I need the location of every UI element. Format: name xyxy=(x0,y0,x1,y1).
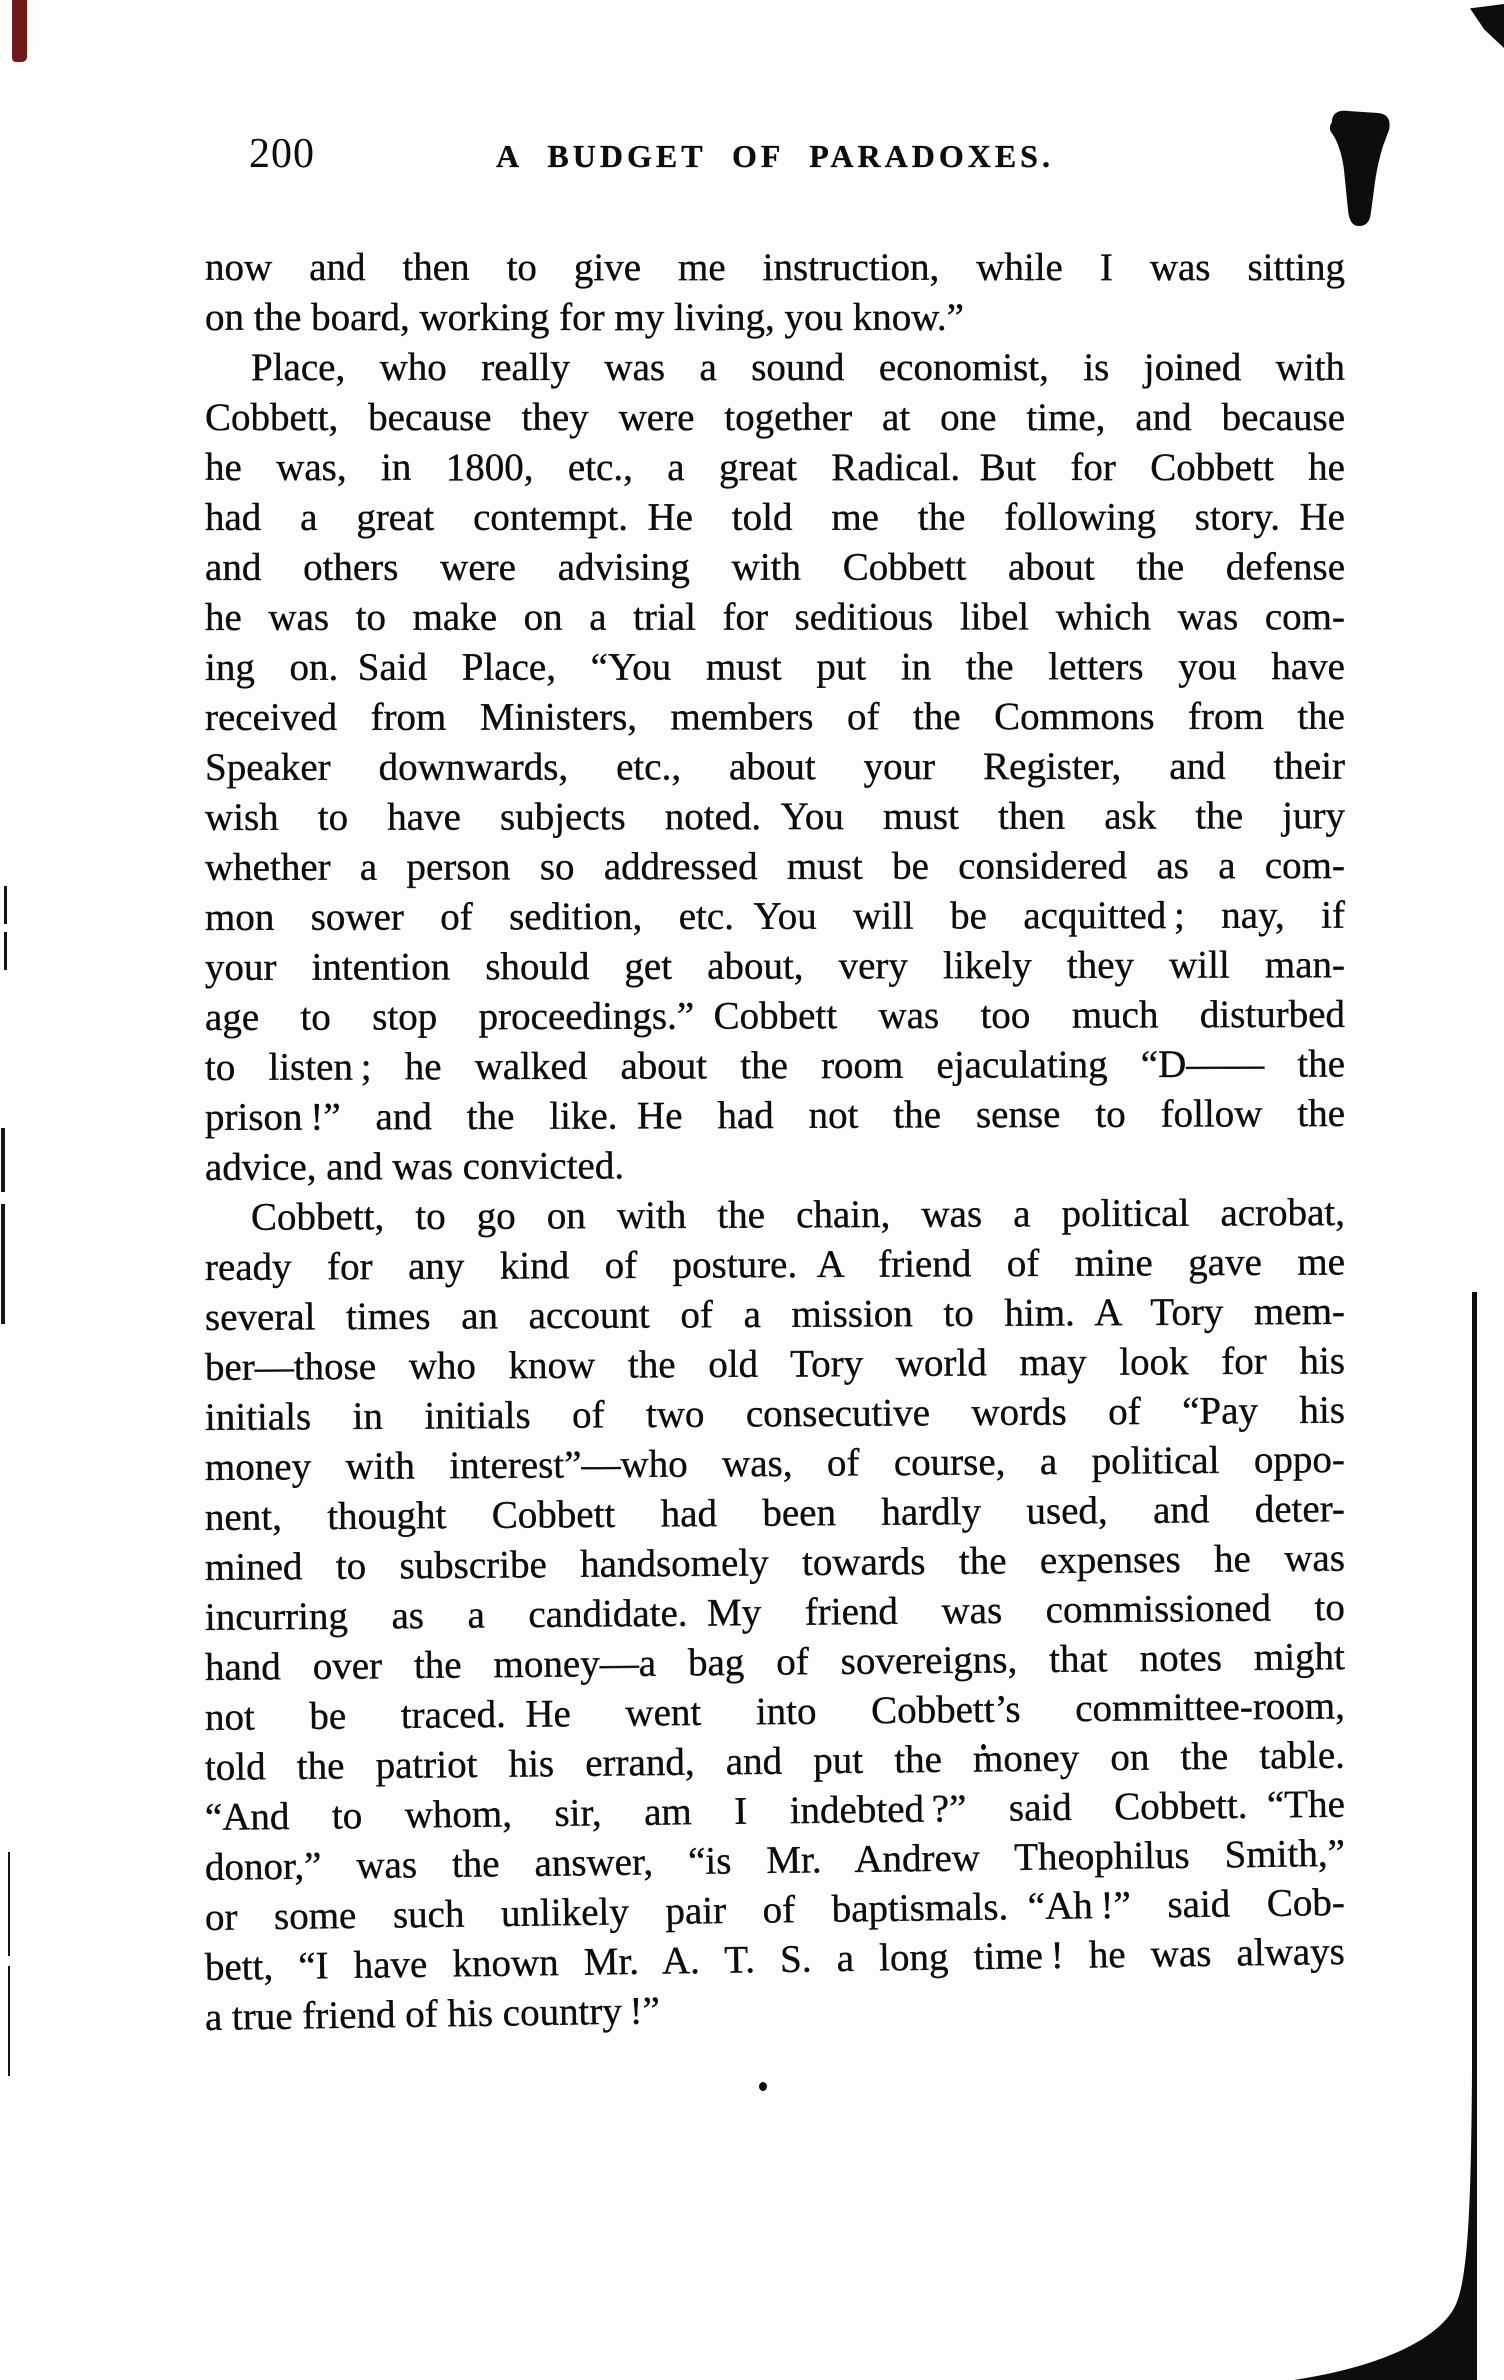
text-block xyxy=(205,243,1345,2043)
text-line: mon sower of sedition, etc. You will be acquitted ; nay, if xyxy=(204,893,1346,939)
text-line: incurring as a candidate. My friend was commissioned to xyxy=(204,1585,1346,1639)
corner-tear-artifact xyxy=(1470,4,1504,48)
margin-mark-artifact xyxy=(1,1128,5,1192)
text-line: ing on. Said Place, “You must put in the letters you have xyxy=(204,645,1346,689)
margin-mark-artifact xyxy=(8,1852,10,1956)
text-line: had a great contempt. He told me the following story. He xyxy=(204,495,1346,539)
text-line: advice, and was convicted. xyxy=(204,1144,625,1189)
text-line: told the patriot his errand, and put the money on the table. xyxy=(204,1733,1346,1789)
text-line: bett, “I have known Mr. A. T. S. a long time ! he was always xyxy=(204,1930,1346,1989)
paragraph xyxy=(205,243,1345,343)
text-line: several times an account of a mission to him. A Tory mem- xyxy=(204,1289,1346,1339)
text-line: and others were advising with Cobbett about the defense xyxy=(204,545,1346,589)
text-line: Speaker downwards, etc., about your Register, and their xyxy=(204,744,1346,789)
text-line: he was to make on a trial for seditious libel which was com- xyxy=(204,595,1346,639)
text-line: your intention should get about, very likely they will man- xyxy=(204,943,1346,989)
page-number: 200 xyxy=(249,131,315,177)
text-line: money with interest”—who was, of course, a political oppo- xyxy=(204,1438,1346,1489)
text-line: age to stop proceedings.” Cobbett was too much disturbed xyxy=(204,992,1346,1039)
text-line: initials in initials of two consecutive words of “Pay his xyxy=(204,1388,1346,1439)
text-line: Cobbett, to go on with the chain, was a political acrobat, xyxy=(250,1191,1346,1239)
red-ink-stamp-artifact xyxy=(12,0,27,62)
paragraph xyxy=(205,1193,1345,2043)
text-line: Cobbett, because they were together at one time, and because xyxy=(204,395,1346,439)
text-line: donor,” was the answer, “is Mr. Andrew Theophilus Smith,” xyxy=(204,1831,1346,1889)
text-line: now and then to give me instruction, while I was sitting xyxy=(205,246,1345,289)
text-line: “And to whom, sir, am I indebted ?” said Cobbett. “The xyxy=(204,1782,1346,1839)
paragraph xyxy=(205,343,1345,1193)
running-title: A BUDGET OF PARADOXES. xyxy=(496,138,1054,174)
text-line: mined to subscribe handsomely towards the expenses he was xyxy=(204,1536,1346,1589)
text-line: a true friend of his country !” xyxy=(204,1989,661,2039)
margin-mark-artifact xyxy=(1,1204,5,1324)
margin-mark-artifact xyxy=(8,1966,10,2076)
text-line: on the board, working for my living, you know.” xyxy=(204,295,964,339)
margin-mark-artifact xyxy=(4,932,7,970)
text-line: ready for any kind of posture. A friend of mine gave me xyxy=(204,1240,1346,1289)
text-line: hand over the money—a bag of sovereigns, that notes might xyxy=(204,1635,1346,1689)
text-line: received from Ministers, members of the Commons from the xyxy=(204,694,1346,739)
text-line: he was, in 1800, etc., a great Radical. But for Cobbett he xyxy=(204,445,1346,489)
text-line: nent, thought Cobbett had been hardly used, and deter- xyxy=(204,1487,1346,1539)
ink-speck-artifact xyxy=(759,2082,767,2091)
text-line: not be traced. He went into Cobbett’s committee-room, xyxy=(204,1684,1346,1739)
text-line: wish to have subjects noted. You must then ask the jury xyxy=(204,794,1346,839)
text-line: or some such unlikely pair of baptismals. “Ah !” said Cob- xyxy=(204,1880,1346,1939)
margin-mark-artifact xyxy=(4,886,7,924)
text-line: Place, who really was a sound economist, is joined with xyxy=(250,345,1346,389)
text-line: ber—those who know the old Tory world may look for his xyxy=(204,1339,1346,1389)
text-line: whether a person so addressed must be considered as a com- xyxy=(204,844,1346,889)
text-line: to listen ; he walked about the room ejaculating “D—— the xyxy=(204,1042,1346,1089)
text-line: prison !” and the like. He had not the sense to follow the xyxy=(204,1092,1346,1139)
